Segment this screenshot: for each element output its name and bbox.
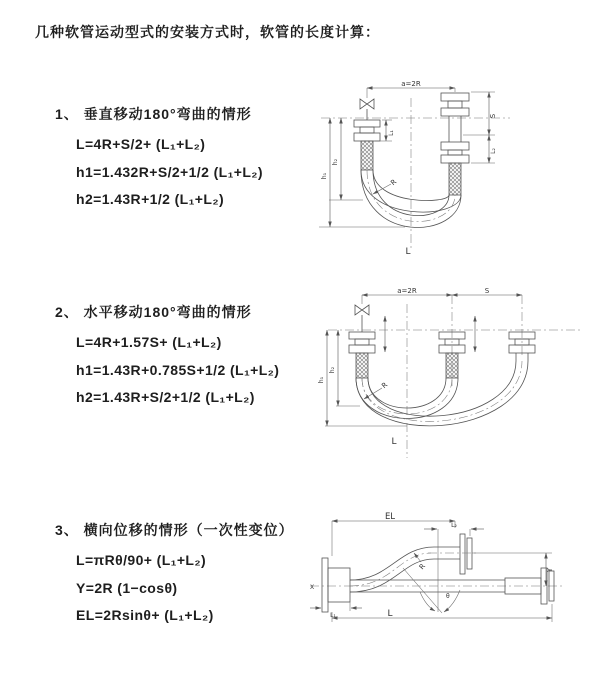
axis-label-x: X <box>309 584 315 591</box>
section-2-heading: 2、 水平移动180°弯曲的情形 <box>55 304 252 320</box>
braided-section <box>449 163 461 195</box>
angle-label-theta: θ <box>446 593 450 600</box>
middle-hose-end <box>439 332 465 378</box>
section-3-heading: 3、 横向位移的情形（一次性变位） <box>55 522 294 538</box>
dim-a-2r <box>362 287 452 295</box>
dim-s <box>463 92 497 135</box>
radius-callout <box>414 553 427 571</box>
dim-el <box>332 512 455 556</box>
angle-construction <box>403 529 460 613</box>
dim-label-a2r: a=2R <box>401 80 421 88</box>
braided-section <box>446 353 458 378</box>
dim-label-l1: L₁ <box>330 612 336 619</box>
dim-s <box>452 287 522 295</box>
radius-label: R <box>389 177 399 188</box>
formula-line: L=πRθ/90+ (L₁+L₂) <box>76 552 207 568</box>
dim-l1 <box>310 602 362 619</box>
diagram-lateral-displacement <box>302 512 600 652</box>
dim-label-el: EL <box>384 512 396 522</box>
formula-line: Y=2R (1−cosθ) <box>76 579 178 596</box>
u-bend-hose-moved <box>356 361 528 426</box>
radius-callout <box>364 381 389 399</box>
formula-line: h1=1.432R+S/2+1/2 (L₁+L₂) <box>76 163 263 180</box>
section-1-heading: 1、 垂直移动180°弯曲的情形 <box>55 106 252 122</box>
dim-label-h2: h₂ <box>332 158 339 166</box>
length-label: L <box>391 437 397 447</box>
dim-a-2r <box>367 80 455 98</box>
radius-label: R <box>417 562 428 572</box>
braided-section <box>361 141 373 170</box>
length-label: L <box>405 247 411 257</box>
left-hose-end <box>354 120 380 170</box>
dim-label-y: Y <box>546 567 554 573</box>
left-hose-end <box>349 332 375 378</box>
formula-line: h2=1.43R+1/2 (L₁+L₂) <box>76 191 225 207</box>
dim-l1 <box>375 120 395 141</box>
dim-h2 <box>329 118 363 200</box>
formula-line: L=4R+S/2+ (L₁+L₂) <box>76 136 206 152</box>
right-flange <box>505 568 554 604</box>
dim-label-s: S <box>484 287 490 295</box>
formula-line: EL=2Rsinθ+ (L₁+L₂) <box>76 607 214 623</box>
formula-line: h1=1.43R+0.785S+1/2 (L₁+L₂) <box>76 361 280 378</box>
valve-icon <box>360 99 374 120</box>
braided-section <box>356 353 368 378</box>
length-label: L <box>387 609 393 619</box>
radius-callout <box>373 178 398 194</box>
dim-label-h1: h₁ <box>318 376 325 384</box>
radius-label: R <box>380 380 390 391</box>
dim-l2 <box>424 522 484 536</box>
dim-label-a2r: a=2R <box>397 287 417 295</box>
section-lateral-displacement <box>55 520 294 630</box>
dim-label-l1: L₁ <box>388 130 395 136</box>
dim-label-h2: h₂ <box>329 366 336 374</box>
dim-label-h1: h₁ <box>321 172 328 180</box>
diagram-vertical-180-bend <box>305 78 597 260</box>
dim-l2 <box>471 135 497 163</box>
diagram-horizontal-180-bend <box>312 286 597 466</box>
dim-label-l2: L₂ <box>490 148 497 154</box>
dim-label-l2: L₂ <box>451 522 457 529</box>
section-horizontal-movement <box>55 302 279 412</box>
right-hose-end <box>441 93 469 195</box>
page-title: 几种软管运动型式的安装方式时，软管的长度计算： <box>35 24 380 40</box>
section-vertical-movement <box>55 104 263 214</box>
valve-icon <box>355 305 369 332</box>
left-flange <box>322 558 350 612</box>
dim-label-s: S <box>489 113 497 119</box>
upper-flange <box>428 534 478 574</box>
formula-line: L=4R+1.57S+ (L₁+L₂) <box>76 334 222 350</box>
formula-line: h2=1.43R+S/2+1/2 (L₁+L₂) <box>76 389 255 405</box>
